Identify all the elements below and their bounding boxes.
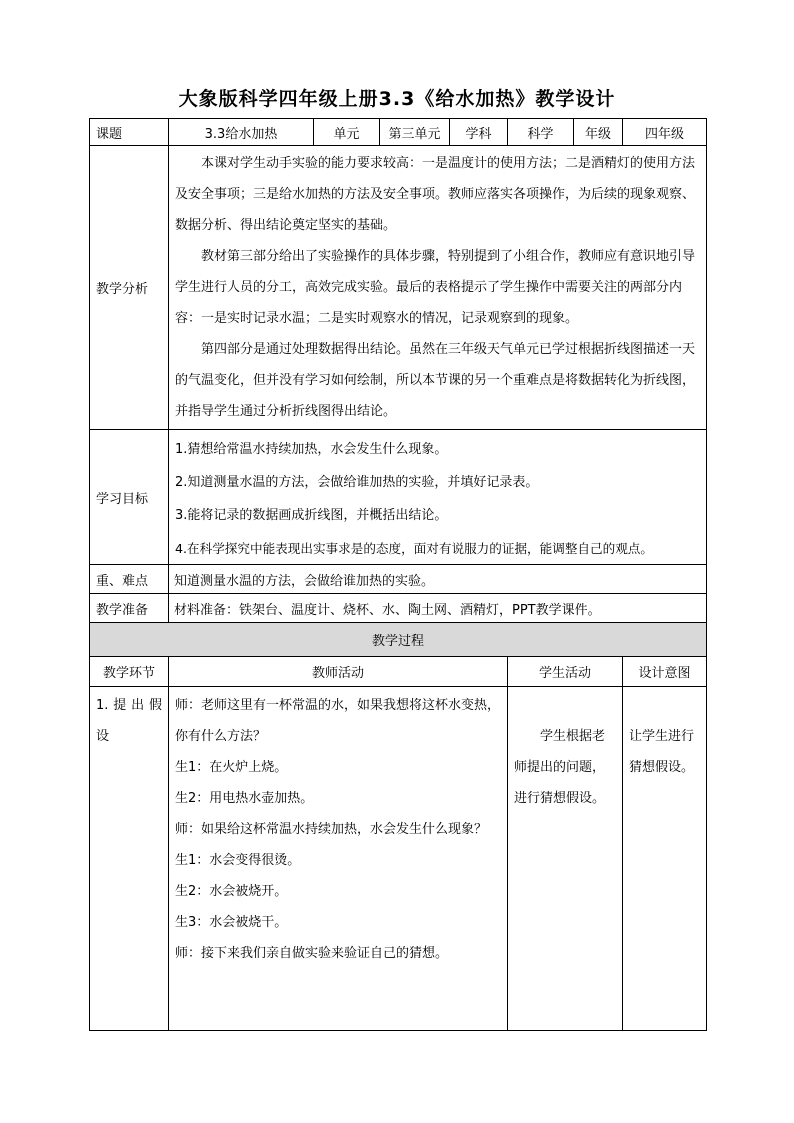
- analysis-paragraph: 第四部分是通过处理数据得出结论。虽然在三年级天气单元已学过根据折线图描述一天的气温变化，但并没有学习如何绘制，所以本节课的另一个重难点是将数据转化为折线图，并指导学生通过分析折线图得出结论。: [175, 342, 696, 419]
- analysis-paragraph: 本课对学生动手实验的能力要求较高：一是温度计的使用方法；二是酒精灯的使用方法及安全事项；三是给水加热的方法及安全事项。教师应落实各项操作，为后续的现象观察、数据分析、得出结论奠定坚实的基础。: [175, 156, 696, 233]
- process-header: 教学过程: [90, 623, 707, 657]
- step-name-cell: [90, 687, 169, 1031]
- grade-label: 年级: [574, 119, 623, 146]
- dialogue-line: 生3：水会被烧干。: [175, 915, 288, 930]
- step-name-line: 1.提出假: [96, 698, 162, 713]
- column-header-step: 教学环节: [90, 657, 169, 687]
- dialogue-line: 生1：在火炉上烧。: [175, 760, 288, 775]
- teacher-activity-cell: [169, 687, 508, 1031]
- subject-value: 科学: [508, 119, 574, 146]
- column-header-intent: 设计意图: [623, 657, 707, 687]
- process-step-row: [90, 687, 707, 1031]
- key-points-label: 重、难点: [90, 565, 169, 594]
- dialogue-line: 生2：水会被烧开。: [175, 884, 288, 899]
- goal-item: 3.能将记录的数据画成折线图，并概括出结论。: [175, 507, 448, 523]
- lesson-plan-table: [89, 118, 707, 1031]
- goal-item: 4.在科学探究中能表现出实事求是的态度，面对有说服力的证据，能调整自己的观点。: [175, 540, 653, 556]
- process-columns-row: [90, 657, 707, 687]
- grade-value: 四年级: [623, 119, 707, 146]
- header-row: [90, 119, 707, 146]
- dialogue-line: 师：接下来我们亲自做实验来验证自己的猜想。: [175, 946, 449, 961]
- student-activity-text: 学生根据老师提出的问题，进行猜想假设。: [514, 729, 606, 806]
- goal-item: 1.猜想给常温水持续加热，水会发生什么现象。: [175, 441, 448, 457]
- goals-label: 学习目标: [90, 430, 169, 565]
- column-header-teacher: 教师活动: [169, 657, 508, 687]
- analysis-content: [169, 146, 707, 430]
- student-activity-cell: [508, 687, 623, 1031]
- unit-value: 第三单元: [380, 119, 450, 146]
- goals-content: [169, 430, 707, 565]
- preparation-value: 材料准备：铁架台、温度计、烧杯、水、陶土网、酒精灯，PPT教学课件。: [169, 594, 707, 623]
- design-intent-text: 让学生进行猜想假设。: [629, 729, 695, 775]
- unit-label: 单元: [314, 119, 380, 146]
- preparation-row: [90, 594, 707, 623]
- process-header-row: [90, 623, 707, 657]
- dialogue-line: 师：老师这里有一杯常温的水，如果我想将这杯水变热，你有什么方法？: [175, 698, 501, 744]
- dialogue-line: 生2：用电热水壶加热。: [175, 791, 314, 806]
- analysis-row: [90, 146, 707, 430]
- page-title: 大象版科学四年级上册3.3《给水加热》教学设计: [178, 88, 616, 110]
- dialogue-line: 生1：水会变得很烫。: [175, 853, 301, 868]
- topic-label: 课题: [90, 119, 169, 146]
- preparation-label: 教学准备: [90, 594, 169, 623]
- dialogue-line: 师：如果给这杯常温水持续加热，水会发生什么现象？: [175, 822, 488, 837]
- goals-row: [90, 430, 707, 565]
- step-name-line: 设: [96, 729, 110, 744]
- analysis-label: 教学分析: [90, 146, 169, 430]
- column-header-student: 学生活动: [508, 657, 623, 687]
- key-points-value: 知道测量水温的方法，会做给谁加热的实验。: [169, 565, 707, 594]
- goal-item: 2.知道测量水温的方法，会做给谁加热的实验，并填好记录表。: [175, 474, 539, 490]
- key-points-row: [90, 565, 707, 594]
- analysis-paragraph: 教材第三部分给出了实验操作的具体步骤，特别提到了小组合作，教师应有意识地引导学生进行人员的分工，高效完成实验。最后的表格提示了学生操作中需要关注的两部分内容：一是实时记录水温；二是实时观察水的情况，记录观察到的现象。: [175, 249, 696, 326]
- subject-label: 学科: [450, 119, 508, 146]
- topic-value: 3.3给水加热: [169, 119, 314, 146]
- design-intent-cell: [623, 687, 707, 1031]
